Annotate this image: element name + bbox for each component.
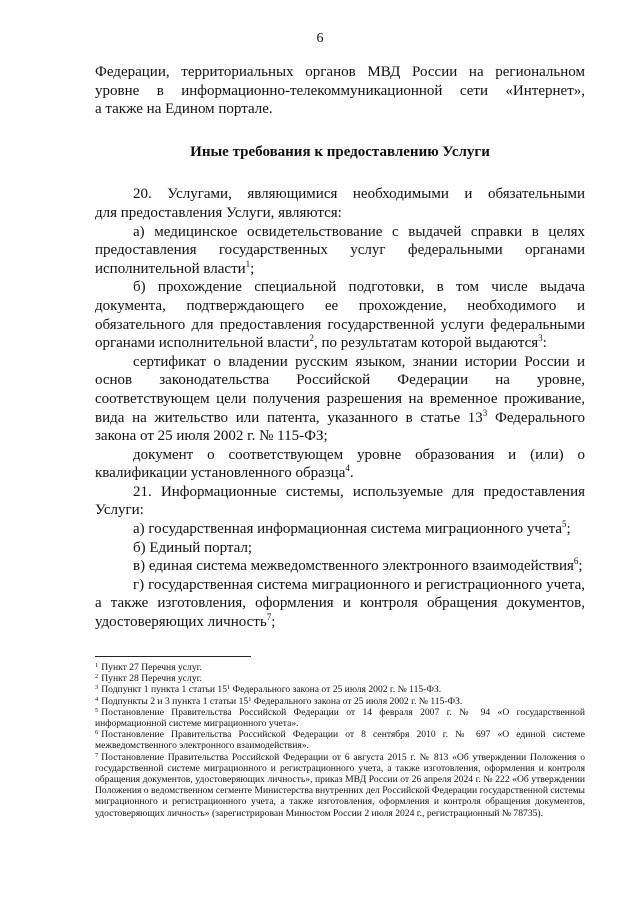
footnote-ref: 4	[345, 463, 350, 474]
footnote-divider	[95, 656, 251, 657]
footnote-1: $^1$ Пункт 27 Перечня услуг.	[95, 662, 202, 673]
footnote-ref: 3	[538, 333, 543, 344]
paragraph-21: 21. Информационные системы, используемые для предоставления Услуги:	[95, 483, 585, 519]
footnote-ref: 2	[309, 333, 314, 344]
footnote-4: $^4$ Подпункты 2 и 3 пункта 1 статьи $15^1$ Федерального закона от 25 июля 2002 г. № 115-ФЗ.	[95, 695, 463, 707]
paragraph-20b: б) прохождение специальной подготовки, в том числе выдача документа, подтверждающего ее прохождение, необходимого и обязательного для предоставления государственной услуги федеральными органами исполнительной власти$^2$, по результатам которой выдаются$^3$:	[95, 279, 585, 352]
paragraph-21d: г) государственная система миграционного и регистрационного учета, а также изготовления, оформления и контроля обращения документов, удостоверяющих личность$^7$;	[95, 576, 585, 631]
footnote-ref: 1	[245, 258, 251, 269]
intro-line-2: уровне в информационно-телекоммуникационной сети «Интернет»,	[95, 82, 585, 99]
paragraph-20-line-1: 20. Услугами, являющимися необходимыми и обязательными	[133, 186, 585, 203]
footnote-ref: 6	[573, 556, 579, 567]
paragraph-20b-certificate: сертификат о владении русским языком, знании истории России и основ законодательства Российской Федерации на уровне, соответствующем цели получения разрешения на временное проживание, вида на жительство или патента, указанного в статье $13^3$ Федерального закона от 25 июля 2002 г. № 115-ФЗ;	[95, 353, 585, 445]
paragraph-21b: б) Единый портал;	[133, 539, 253, 556]
document-body	[95, 63, 585, 632]
footnote-2: $^2$ Пункт 28 Перечня услуг.	[95, 673, 202, 685]
paragraph-20a: а) медицинское освидетельствование с выдачей справки в целях предоставления государственных услуг федеральными органами исполнительной власти$^1$;	[95, 223, 585, 277]
page-number: 6	[316, 31, 324, 46]
footnote-6: $^6$ Постановление Правительства Российской Федерации от 8 сентября 2010 г. № 697 «О единой системе межведомственного электронного взаимодействия».	[95, 729, 585, 752]
footnote-5: $^5$ Постановление Правительства Российской Федерации от 14 февраля 2007 г. № 94 «О государственной информационной системе миграционного учета».	[95, 706, 585, 730]
intro-line-3: а также на Едином портале.	[95, 101, 273, 118]
paragraph-21a: а) государственная информационная система миграционного учета$^5$;	[133, 519, 571, 538]
footnotes	[95, 662, 585, 819]
article-superscript: 3	[482, 407, 488, 418]
paragraph-20b-document: документ о соответствующем уровне образования и (или) о квалификации установленного образца$^4$.	[95, 446, 585, 482]
paragraph-21c: в) единая система межведомственного электронного взаимодействия$^6$;	[133, 556, 583, 575]
footnote-ref: 5	[562, 519, 567, 530]
paragraph-20-line-2: для предоставления Услуги, являются:	[95, 204, 342, 221]
intro-line-1: Федерации, территориальных органов МВД России на региональном	[95, 64, 585, 80]
footnote-3: $^3$ Подпункт 1 пункта 1 статьи $15^1$ Федерального закона от 25 июля 2002 г. № 115-ФЗ.	[95, 684, 442, 696]
footnote-7: $^7$ Постановление Правительства Российской Федерации от 6 августа 2015 г. № 813 «Об утверждении Положения о государственной системе миграционного и регистрационного учета, а также изготовления, оформления и контроля обращения документов, удостоверяющих личность», приказ МВД России от 26 апреля 2024 г. № 222 «Об утверждении Положения о ведомственном сегменте Министерства внутренних дел Российской Федерации государственной системы миграционного и регистрационного учета, а также изготовления, оформления и контроля обращения документов, удостоверяющих личность» (зарегистрирован Минюстом России 2 июля 2024 г., регистрационный № 78735).	[95, 751, 585, 819]
section-heading: Иные требования к предоставлению Услуги	[190, 143, 490, 160]
footnote-ref: 7	[266, 612, 272, 623]
